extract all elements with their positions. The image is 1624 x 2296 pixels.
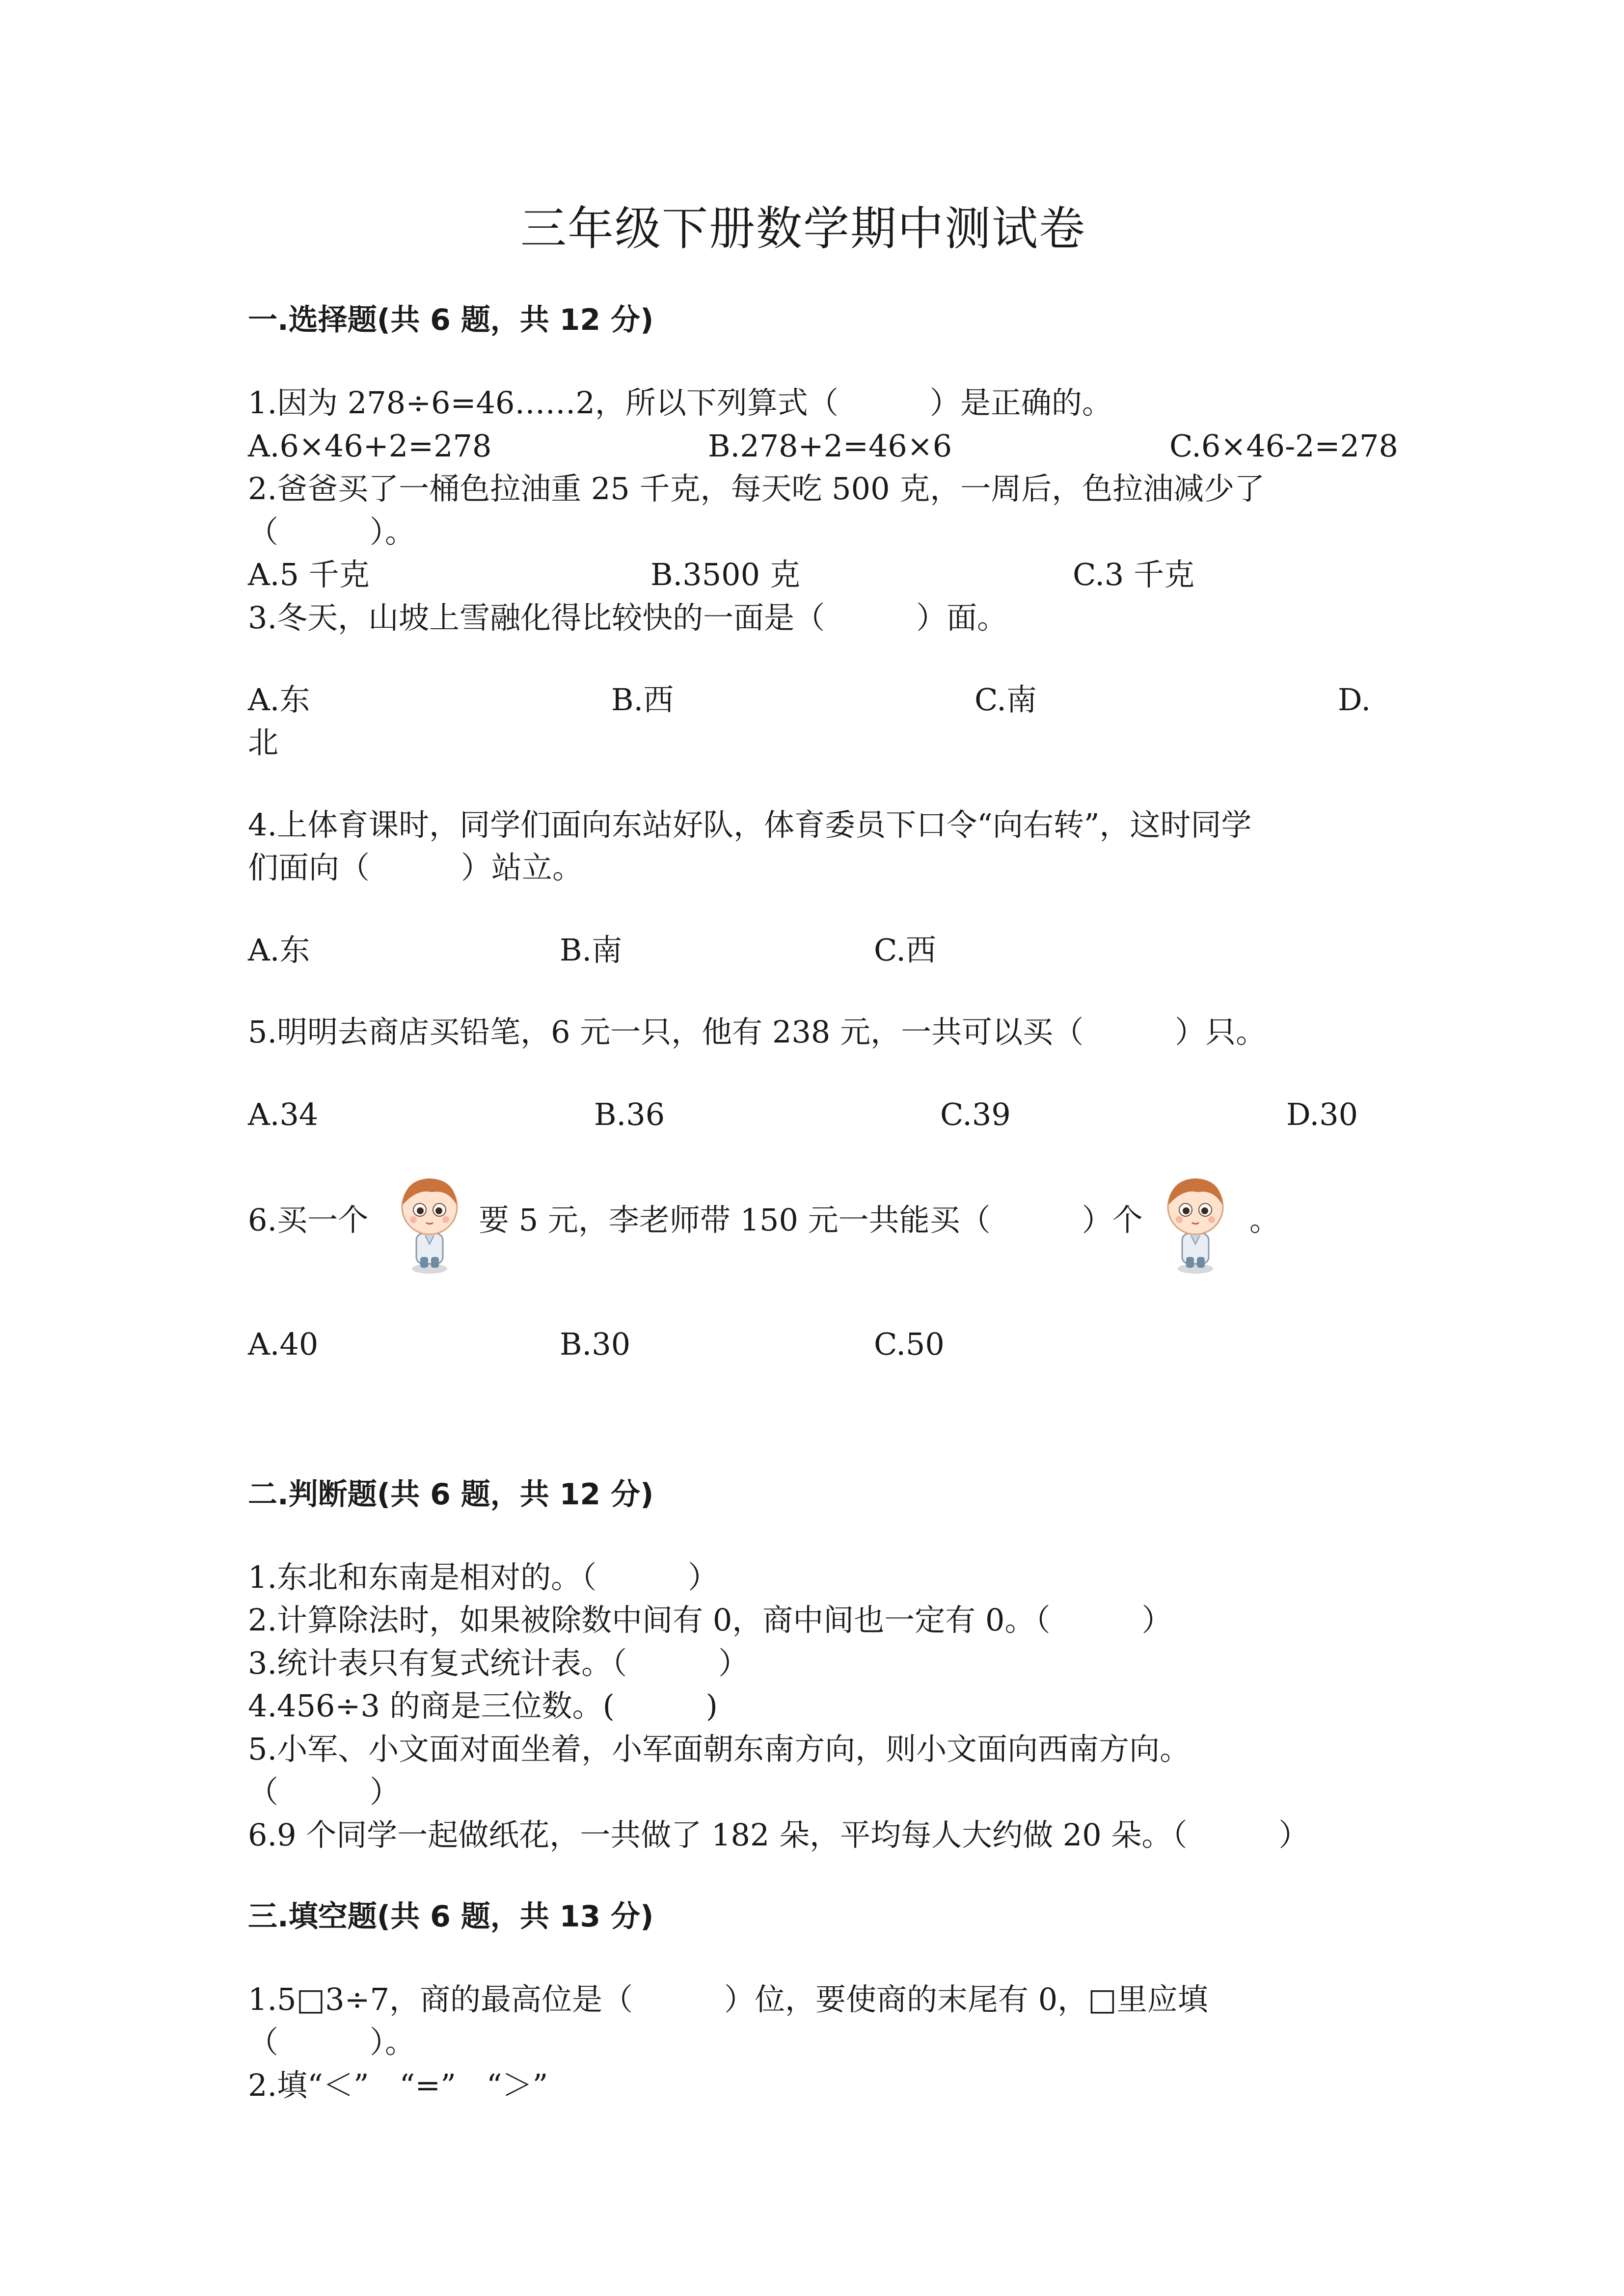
- question-3-option-a: A.东: [248, 682, 310, 718]
- question-5-option-a: A.34: [248, 1096, 319, 1132]
- question-6-option-c: C.50: [874, 1326, 945, 1362]
- judge-item: 5.小军、小文面对面坐着，小军面朝东南方向，则小文面向西南方向。: [248, 1731, 1191, 1767]
- question-1-option-a: A.6×46+2=278: [248, 428, 492, 464]
- question-6-stem-part2: 要 5 元，李老师带 150 元一共能买（ ）个: [479, 1202, 1143, 1238]
- question-5-option-c: C.39: [940, 1096, 1011, 1132]
- section-heading-choice: 一.选择题(共 6 题，共 12 分): [248, 303, 654, 337]
- judge-item: 2.计算除法时，如果被除数中间有 0，商中间也一定有 0。（ ）: [248, 1602, 1172, 1638]
- question-5-option-d: D.30: [1286, 1096, 1358, 1132]
- question-3-option-d: D.: [1338, 682, 1371, 718]
- cartoon-boy-icon: [393, 1171, 466, 1279]
- judge-item: 1.东北和东南是相对的。（ ）: [248, 1559, 719, 1595]
- question-6-option-a: A.40: [248, 1326, 319, 1362]
- question-2-option-a: A.5 千克: [248, 557, 370, 592]
- question-3-option-d-text: 北: [248, 724, 279, 760]
- judge-item: 4.456÷3 的商是三位数。( ): [248, 1688, 718, 1724]
- judge-item-blank: （ ）: [248, 1774, 401, 1810]
- question-6-option-b: B.30: [560, 1326, 631, 1362]
- section-heading-fill-in: 三.填空题(共 6 题，共 13 分): [248, 1899, 654, 1934]
- question-6-stem-part1: 6.买一个: [248, 1202, 369, 1238]
- fill-question-2: 2.填“＜” “=” “＞”: [248, 2067, 548, 2103]
- question-6-stem-part3: 。: [1249, 1202, 1280, 1238]
- cartoon-boy-icon: [1159, 1171, 1232, 1279]
- question-1-option-c: C.6×46-2=278: [1169, 428, 1398, 464]
- page-title: 三年级下册数学期中测试卷: [520, 202, 1086, 256]
- question-4-stem-line1: 4.上体育课时，同学们面向东站好队，体育委员下口令“向右转”，这时同学: [248, 807, 1252, 843]
- question-4-stem-line2: 们面向（ ）站立。: [248, 850, 583, 885]
- question-3-option-b: B.西: [611, 682, 674, 718]
- question-2-option-b: B.3500 克: [650, 557, 800, 592]
- question-5-option-b: B.36: [594, 1096, 665, 1132]
- section-heading-true-false: 二.判断题(共 6 题，共 12 分): [248, 1477, 654, 1512]
- question-4-option-b: B.南: [560, 932, 623, 968]
- judge-item: 3.统计表只有复式统计表。（ ）: [248, 1645, 749, 1681]
- question-3-option-c: C.南: [974, 682, 1037, 718]
- question-4-option-c: C.西: [874, 932, 936, 968]
- question-3-stem: 3.冬天，山坡上雪融化得比较快的一面是（ ）面。: [248, 600, 1008, 636]
- question-2-stem-line1: 2.爸爸买了一桶色拉油重 25 千克，每天吃 500 克，一周后，色拉油减少了: [248, 471, 1265, 507]
- question-2-option-c: C.3 千克: [1073, 557, 1195, 592]
- question-4-option-a: A.东: [248, 932, 310, 968]
- question-1-option-b: B.278+2=46×6: [708, 428, 952, 464]
- question-1-stem: 1.因为 278÷6=46……2，所以下列算式（ ）是正确的。: [248, 385, 1112, 421]
- judge-item: 6.9 个同学一起做纸花，一共做了 182 朵，平均每人大约做 20 朵。（ ）: [248, 1817, 1309, 1853]
- question-2-stem-line2: （ ）。: [248, 514, 416, 550]
- question-5-stem: 5.明明去商店买铅笔，6 元一只，他有 238 元，一共可以买（ ）只。: [248, 1014, 1267, 1050]
- fill-question-1-line2: （ ）。: [248, 2024, 416, 2060]
- fill-question-1-line1: 1.5□3÷7，商的最高位是（ ）位，要使商的末尾有 0，□里应填: [248, 1981, 1208, 2017]
